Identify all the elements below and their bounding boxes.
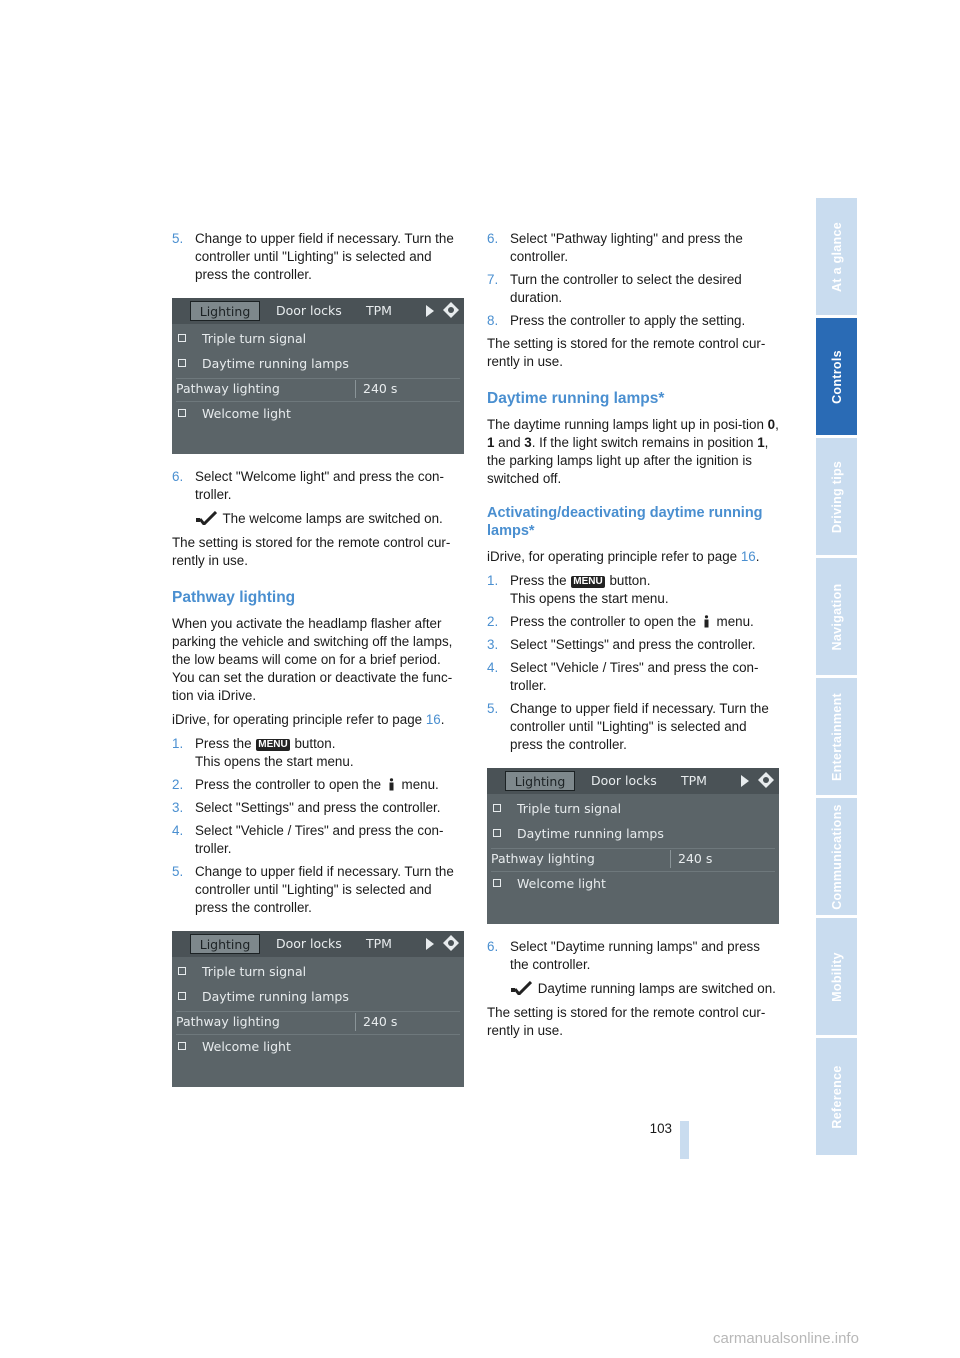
list-item <box>172 799 464 817</box>
step-text: Change to upper field if necessary. Turn the controller until "Lighting" is selected and press the controller. <box>195 864 454 915</box>
menu-button-icon: MENU <box>573 576 603 587</box>
info-icon <box>387 778 396 791</box>
result-note <box>510 980 779 998</box>
step-text <box>195 776 464 794</box>
step-number: 2. <box>487 614 499 629</box>
text: This opens the start menu. <box>510 591 669 606</box>
screen-row-triple-turn-signal <box>172 959 464 984</box>
position-value: 0 <box>767 417 776 432</box>
step-number: 4. <box>487 660 499 675</box>
idrive-screen-image <box>172 298 464 454</box>
chapter-tab-reference[interactable] <box>816 1038 857 1157</box>
list-item <box>172 863 464 917</box>
controller-icon <box>757 771 775 789</box>
chapter-tab-mobility[interactable] <box>816 918 857 1037</box>
screen-row-triple-turn-signal <box>172 326 464 351</box>
step-text: Select "Daytime running lamps" and press the controller. <box>510 939 760 972</box>
chapter-tab-controls[interactable] <box>816 318 857 437</box>
screen-row-label: Welcome light <box>517 876 606 891</box>
step-number: 8. <box>487 313 499 328</box>
step-number: 3. <box>172 800 184 815</box>
text: Press the <box>195 736 256 751</box>
checkbox-icon <box>178 967 186 975</box>
text: . <box>755 549 760 564</box>
checkbox-icon <box>493 829 501 837</box>
step-number: 1. <box>487 573 499 588</box>
list-item <box>487 230 779 266</box>
checkbox-icon <box>178 992 186 1000</box>
text: and <box>494 435 525 450</box>
checkbox-icon <box>493 879 501 887</box>
text: . <box>440 712 445 727</box>
text: Press the controller to open the <box>510 614 700 629</box>
screen-row-daytime-running-lamps <box>487 821 779 846</box>
result-note <box>195 510 464 528</box>
step-text <box>510 613 779 631</box>
chapter-tab-driving-tips[interactable] <box>816 438 857 557</box>
screen-row-label: Pathway lighting <box>491 851 595 866</box>
screen-row-label: Triple turn signal <box>517 801 622 816</box>
screen-tab-bar <box>487 768 779 794</box>
chapter-tab-navigation[interactable] <box>816 558 857 677</box>
step-number: 5. <box>487 701 499 716</box>
text: menu. <box>401 777 439 792</box>
paragraph: The setting is stored for the remote control cur-rently in use. <box>487 1005 766 1038</box>
pathway-value: 240 s <box>678 851 713 866</box>
list-item <box>172 822 464 858</box>
checkmark-icon <box>195 511 217 525</box>
page-bar <box>680 1121 689 1159</box>
text: iDrive, for operating principle refer to page <box>487 549 741 564</box>
screen-tab-tpm: TPM <box>366 303 392 318</box>
text: The daytime running lamps light up in posi-tion <box>487 417 768 432</box>
screen-tab-door-locks: Door locks <box>591 773 657 788</box>
result-text: Daytime running lamps are switched on. <box>537 981 776 996</box>
screen-row-pathway-lighting <box>172 1009 464 1034</box>
list-item <box>172 230 464 284</box>
watermark: carmanualsonline.info <box>713 1330 859 1347</box>
screen-row-label: Welcome light <box>202 406 291 421</box>
step-text: Select "Pathway lighting" and press the controller. <box>510 231 743 264</box>
screen-row-triple-turn-signal <box>487 796 779 821</box>
text: Press the <box>510 573 571 588</box>
menu-button-icon: MENU <box>258 739 288 750</box>
text: , <box>775 417 779 432</box>
text: button. <box>605 573 651 588</box>
step-text: Change to upper field if necessary. Turn the controller until "Lighting" is selected and press the controller. <box>510 701 769 752</box>
screen-tab-bar <box>172 298 464 324</box>
chapter-tab-label: Controls <box>829 349 844 404</box>
step-text: Select "Vehicle / Tires" and press the con-troller. <box>195 823 444 856</box>
right-column <box>487 230 779 1046</box>
screen-row-welcome-light <box>172 401 464 426</box>
text: This opens the start menu. <box>195 754 354 769</box>
list-item <box>172 735 464 771</box>
chapter-tab-label: Mobility <box>829 951 844 1002</box>
chapter-tab-label: Reference <box>829 1064 844 1129</box>
chapter-tab-at-a-glance[interactable] <box>816 198 857 317</box>
paragraph <box>487 416 779 488</box>
screen-row-daytime-running-lamps <box>172 984 464 1009</box>
paragraph <box>487 548 779 566</box>
screen-row-label: Pathway lighting <box>176 381 280 396</box>
screen-tab-door-locks: Door locks <box>276 936 342 951</box>
checkbox-icon <box>178 409 186 417</box>
screen-row-label: Daytime running lamps <box>202 356 349 371</box>
text: Press the controller to open the <box>195 777 385 792</box>
screen-slot-3 <box>487 768 779 924</box>
step-number: 7. <box>487 272 499 287</box>
checkbox-icon <box>178 334 186 342</box>
chapter-tab-label: Communications <box>829 803 844 910</box>
chapter-tab-label: At a glance <box>829 221 844 292</box>
step-text: Select "Welcome light" and press the con-troller. <box>195 469 444 502</box>
paragraph: The setting is stored for the remote control cur-rently in use. <box>172 535 451 568</box>
divider <box>355 380 356 398</box>
chapter-tab-communications[interactable] <box>816 798 857 917</box>
arrow-right-icon <box>426 938 434 950</box>
list-item <box>172 776 464 794</box>
text: menu. <box>716 614 754 629</box>
chapter-tab-label: Navigation <box>829 583 844 650</box>
step-text: Turn the controller to select the desired duration. <box>510 272 742 305</box>
controller-icon <box>442 301 460 319</box>
screen-tab-lighting: Lighting <box>190 934 260 954</box>
step-number: 5. <box>172 231 184 246</box>
list-item <box>172 468 464 504</box>
paragraph: The setting is stored for the remote control cur-rently in use. <box>487 336 766 369</box>
list-item <box>487 572 779 608</box>
pathway-value: 240 s <box>363 381 398 396</box>
step-number: 1. <box>172 736 184 751</box>
arrow-right-icon <box>741 775 749 787</box>
step-number: 3. <box>487 637 499 652</box>
screen-row-label: Pathway lighting <box>176 1014 280 1029</box>
checkbox-icon <box>493 804 501 812</box>
text: , the parking lamps light up after the ignition is switched off. <box>487 435 769 486</box>
step-text: Press the controller to apply the setting. <box>510 313 746 328</box>
chapter-tabs <box>816 198 857 1160</box>
screen-tab-tpm: TPM <box>366 936 392 951</box>
screen-row-label: Triple turn signal <box>202 331 307 346</box>
screen-tab-door-locks: Door locks <box>276 303 342 318</box>
screen-row-label: Daytime running lamps <box>517 826 664 841</box>
step-number: 6. <box>487 231 499 246</box>
left-column <box>172 230 464 1101</box>
position-value: 3 <box>524 435 532 450</box>
screen-row-label: Triple turn signal <box>202 964 307 979</box>
list-item <box>487 938 779 974</box>
checkbox-icon <box>178 1042 186 1050</box>
list-item <box>487 312 779 330</box>
text: . If the light switch remains in position <box>531 435 758 450</box>
paragraph <box>172 711 464 729</box>
screen-row-label: Daytime running lamps <box>202 989 349 1004</box>
list-item <box>487 700 779 754</box>
chapter-tab-label: Driving tips <box>829 460 844 533</box>
list-item <box>487 659 779 695</box>
screen-row-welcome-light <box>487 871 779 896</box>
step-text: Select "Settings" and press the controller. <box>510 637 756 652</box>
step-text <box>510 572 779 608</box>
idrive-screen-image <box>487 768 779 924</box>
screen-row-label: Welcome light <box>202 1039 291 1054</box>
position-value: 1 <box>487 435 495 450</box>
screen-row-daytime-running-lamps <box>172 351 464 376</box>
page-number: 103 <box>649 1121 672 1136</box>
step-number: 5. <box>172 864 184 879</box>
chapter-tab-label: Entertainment <box>829 692 844 781</box>
divider <box>355 1013 356 1031</box>
section-heading-pathway-lighting: Pathway lighting <box>172 589 296 606</box>
checkbox-icon <box>178 359 186 367</box>
pathway-value: 240 s <box>363 1014 398 1029</box>
page-link[interactable]: 16 <box>425 712 441 727</box>
text: iDrive, for operating principle refer to page <box>172 712 426 727</box>
arrow-right-icon <box>426 305 434 317</box>
step-text: Change to upper field if necessary. Turn the controller until "Lighting" is selected and press the controller. <box>195 231 454 282</box>
result-text: The welcome lamps are switched on. <box>222 511 443 526</box>
idrive-screen-image <box>172 931 464 1087</box>
list-item <box>487 613 779 631</box>
paragraph: When you activate the headlamp flasher after parking the vehicle and switching off the lamps, the low beams will come on for a brief period. You can set the duration or deactivate the func-tion via iDrive. <box>172 616 453 703</box>
info-icon <box>702 615 711 628</box>
screen-tab-lighting: Lighting <box>505 771 575 791</box>
step-number: 6. <box>487 939 499 954</box>
step-number: 2. <box>172 777 184 792</box>
screen-row-pathway-lighting <box>172 376 464 401</box>
screen-tab-lighting: Lighting <box>190 301 260 321</box>
screen-row-welcome-light <box>172 1034 464 1059</box>
controller-icon <box>442 934 460 952</box>
page-link[interactable]: 16 <box>740 549 756 564</box>
section-heading-daytime-running-lamps: Daytime running lamps* <box>487 390 665 407</box>
text: button. <box>290 736 336 751</box>
screen-row-pathway-lighting <box>487 846 779 871</box>
screen-tab-bar <box>172 931 464 957</box>
step-text <box>195 735 464 771</box>
chapter-tab-entertainment[interactable] <box>816 678 857 797</box>
step-number: 6. <box>172 469 184 484</box>
section-heading-activating-drl: Activating/deactivating daytime running lamps* <box>487 505 763 539</box>
checkmark-icon <box>510 981 532 995</box>
screen-tab-tpm: TPM <box>681 773 707 788</box>
divider <box>670 850 671 868</box>
screen-slot-2 <box>172 931 464 1087</box>
list-item <box>487 636 779 654</box>
screen-slot-1 <box>172 298 464 454</box>
step-text: Select "Vehicle / Tires" and press the con-troller. <box>510 660 759 693</box>
step-number: 4. <box>172 823 184 838</box>
position-value: 1 <box>757 435 765 450</box>
step-text: Select "Settings" and press the controller. <box>195 800 441 815</box>
list-item <box>487 271 779 307</box>
